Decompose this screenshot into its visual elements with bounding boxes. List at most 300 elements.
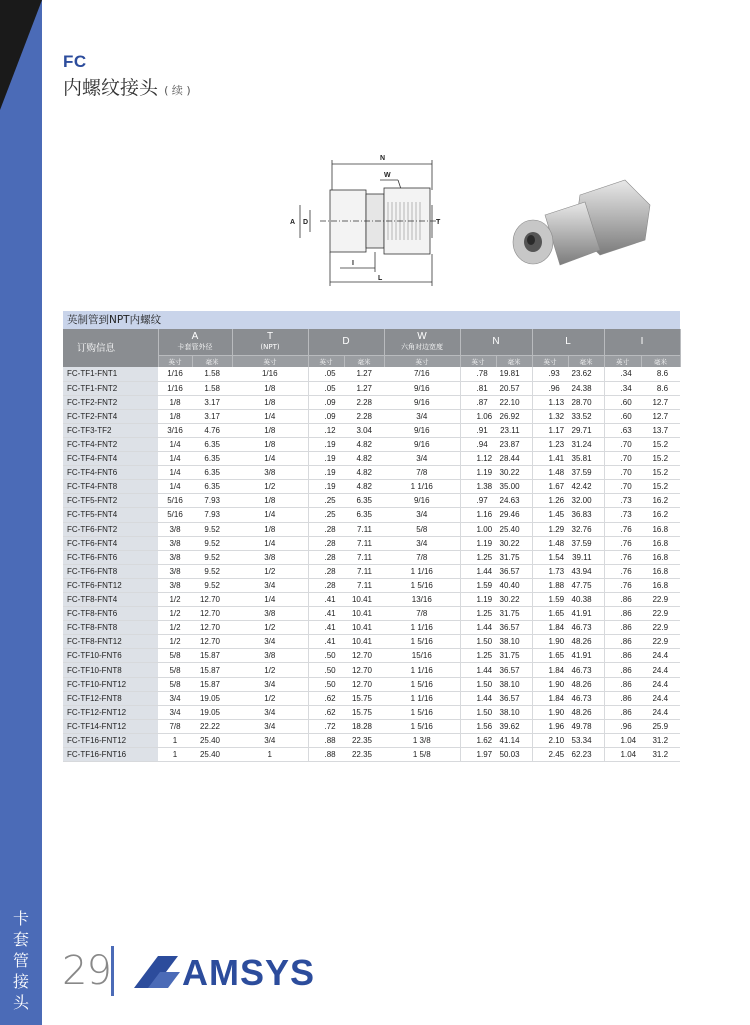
- table-cell: .41: [308, 621, 344, 635]
- table-cell: .34: [604, 381, 641, 395]
- table-cell: 31.24: [568, 437, 604, 451]
- table-cell: 31.2: [641, 748, 680, 762]
- col-order: 订购信息: [63, 329, 158, 367]
- table-cell: .76: [604, 578, 641, 592]
- side-band: [0, 0, 42, 1025]
- table-cell: 3.17: [192, 395, 232, 409]
- unit-mm: 毫米: [496, 355, 532, 367]
- unit-mm: 毫米: [344, 355, 384, 367]
- table-cell: 1/16: [158, 367, 192, 381]
- table-cell: .09: [308, 395, 344, 409]
- table-cell: 1.58: [192, 381, 232, 395]
- table-cell: .81: [460, 381, 496, 395]
- table-cell: 1: [158, 733, 192, 747]
- table-cell: 5/8: [158, 663, 192, 677]
- table-cell: 7/16: [384, 367, 460, 381]
- part-number-cell: FC-TF2-FNT4: [63, 409, 158, 423]
- table-cell: 40.40: [496, 578, 532, 592]
- table-cell: 1.67: [532, 480, 568, 494]
- table-cell: 38.10: [496, 635, 532, 649]
- table-cell: 15.87: [192, 649, 232, 663]
- table-row: [63, 480, 680, 494]
- dimension-drawing: [280, 150, 450, 290]
- table-cell: 36.57: [496, 663, 532, 677]
- table-cell: 3/4: [158, 705, 192, 719]
- table-cell: .50: [308, 677, 344, 691]
- table-cell: 38.10: [496, 677, 532, 691]
- table-cell: .78: [460, 367, 496, 381]
- table-cell: .87: [460, 395, 496, 409]
- table-cell: .25: [308, 494, 344, 508]
- table-cell: 1.59: [460, 578, 496, 592]
- table-cell: .91: [460, 423, 496, 437]
- table-cell: .41: [308, 607, 344, 621]
- part-number-cell: FC-TF16-FNT16: [63, 748, 158, 762]
- unit-in: 英寸: [308, 355, 344, 367]
- table-row: [63, 593, 680, 607]
- table-row: [63, 508, 680, 522]
- col-w-sub: 六角对边宽度: [401, 342, 444, 351]
- table-cell: 1.84: [532, 621, 568, 635]
- table-cell: 1/8: [158, 395, 192, 409]
- table-row: [63, 395, 680, 409]
- table-cell: .19: [308, 452, 344, 466]
- table-row: [63, 409, 680, 423]
- table-cell: .41: [308, 635, 344, 649]
- table-row: [63, 437, 680, 451]
- label-w: W: [384, 172, 391, 179]
- table-cell: .76: [604, 522, 641, 536]
- table-cell: 8.6: [641, 381, 680, 395]
- table-cell: .19: [308, 480, 344, 494]
- table-cell: 3/4: [384, 452, 460, 466]
- part-number-cell: FC-TF4-FNT6: [63, 466, 158, 480]
- table-cell: 1.25: [460, 649, 496, 663]
- table-cell: 3/8: [158, 522, 192, 536]
- table-cell: .62: [308, 691, 344, 705]
- table-cell: 1.88: [532, 578, 568, 592]
- table-cell: .96: [532, 381, 568, 395]
- table-cell: 9/16: [384, 437, 460, 451]
- table-cell: 1/2: [232, 691, 308, 705]
- table-cell: 16.8: [641, 536, 680, 550]
- table-cell: 1/8: [232, 423, 308, 437]
- unit-in: 英寸: [384, 355, 460, 367]
- table-cell: 1/2: [158, 593, 192, 607]
- table-cell: .86: [604, 705, 641, 719]
- side-category-label: [0, 908, 42, 1013]
- table-cell: 10.41: [344, 621, 384, 635]
- label-a: A: [290, 219, 296, 226]
- part-number-cell: FC-TF6-FNT2: [63, 522, 158, 536]
- table-cell: 48.26: [568, 677, 604, 691]
- table-cell: .50: [308, 649, 344, 663]
- table-cell: 22.9: [641, 621, 680, 635]
- title-text: 内螺纹接头: [63, 77, 159, 99]
- part-number-cell: FC-TF14-FNT12: [63, 719, 158, 733]
- table-cell: .28: [308, 536, 344, 550]
- table-cell: 24.4: [641, 649, 680, 663]
- label-n: N: [380, 155, 386, 162]
- label-i: I: [352, 260, 354, 267]
- side-char: 卡: [12, 909, 29, 928]
- table-cell: 1.04: [604, 748, 641, 762]
- col-w: [384, 329, 460, 355]
- label-d: D: [303, 219, 309, 226]
- table-cell: .05: [308, 381, 344, 395]
- col-i: I: [604, 329, 680, 355]
- table-cell: 22.35: [344, 748, 384, 762]
- table-cell: 1.19: [460, 593, 496, 607]
- table-cell: 1.65: [532, 607, 568, 621]
- col-t-sub: (NPT): [260, 342, 280, 351]
- table-cell: 1.59: [532, 593, 568, 607]
- table-cell: 29.71: [568, 423, 604, 437]
- table-cell: 19.05: [192, 691, 232, 705]
- table-cell: 1.44: [460, 691, 496, 705]
- table-cell: 6.35: [344, 508, 384, 522]
- table-cell: 47.75: [568, 578, 604, 592]
- table-cell: 1/16: [232, 367, 308, 381]
- table-cell: 24.4: [641, 663, 680, 677]
- unit-mm: 毫米: [568, 355, 604, 367]
- part-number-cell: FC-TF6-FNT12: [63, 578, 158, 592]
- part-number-cell: FC-TF5-FNT4: [63, 508, 158, 522]
- side-char: 套: [12, 930, 29, 949]
- table-cell: 3/4: [158, 691, 192, 705]
- col-a: [158, 329, 232, 355]
- table-cell: 1/16: [158, 381, 192, 395]
- table-cell: 1 5/16: [384, 677, 460, 691]
- table-cell: 1.62: [460, 733, 496, 747]
- table-cell: 1.90: [532, 705, 568, 719]
- unit-in: 英寸: [604, 355, 641, 367]
- table-cell: 1/4: [158, 437, 192, 451]
- col-a-sub: 卡套管外径: [177, 342, 213, 351]
- table-body: [63, 367, 680, 762]
- table-cell: 1.19: [460, 536, 496, 550]
- table-cell: .76: [604, 536, 641, 550]
- table-cell: 40.38: [568, 593, 604, 607]
- table-cell: 6.35: [344, 494, 384, 508]
- table-cell: 41.91: [568, 649, 604, 663]
- table-cell: 49.78: [568, 719, 604, 733]
- table-cell: 3/4: [384, 508, 460, 522]
- table-cell: 24.4: [641, 677, 680, 691]
- table-cell: 36.83: [568, 508, 604, 522]
- table-cell: .70: [604, 466, 641, 480]
- title-suffix: ( 续 ): [164, 84, 191, 97]
- table-cell: 1.84: [532, 691, 568, 705]
- table-cell: 43.94: [568, 564, 604, 578]
- table-cell: .19: [308, 437, 344, 451]
- table-cell: 1.26: [532, 494, 568, 508]
- table-cell: 1/4: [232, 593, 308, 607]
- table-cell: .70: [604, 452, 641, 466]
- spec-table: [63, 329, 681, 762]
- table-cell: .63: [604, 423, 641, 437]
- table-cell: 15.75: [344, 691, 384, 705]
- table-cell: .09: [308, 409, 344, 423]
- table-cell: 42.42: [568, 480, 604, 494]
- table-cell: .25: [308, 508, 344, 522]
- col-w-label: W: [417, 330, 427, 342]
- table-cell: 1.48: [532, 466, 568, 480]
- table-row: [63, 663, 680, 677]
- table-cell: 2.10: [532, 733, 568, 747]
- table-cell: 3/4: [232, 635, 308, 649]
- table-cell: 1/2: [158, 607, 192, 621]
- table-cell: 1.29: [532, 522, 568, 536]
- table-cell: 24.63: [496, 494, 532, 508]
- table-cell: .28: [308, 578, 344, 592]
- table-cell: 9.52: [192, 578, 232, 592]
- table-cell: 9.52: [192, 550, 232, 564]
- table-cell: 36.57: [496, 564, 532, 578]
- table-cell: 1.17: [532, 423, 568, 437]
- table-cell: 1 5/16: [384, 705, 460, 719]
- corner-accent: [0, 0, 42, 110]
- table-cell: 10.41: [344, 607, 384, 621]
- table-cell: 12.7: [641, 409, 680, 423]
- table-cell: 1.25: [460, 550, 496, 564]
- col-l: L: [532, 329, 604, 355]
- part-number-cell: FC-TF8-FNT8: [63, 621, 158, 635]
- table-cell: 12.70: [192, 593, 232, 607]
- table-cell: 32.00: [568, 494, 604, 508]
- table-cell: 19.05: [192, 705, 232, 719]
- table-cell: 12.70: [344, 663, 384, 677]
- table-row: [63, 578, 680, 592]
- table-cell: 16.8: [641, 578, 680, 592]
- table-cell: 1 3/8: [384, 733, 460, 747]
- table-cell: 46.73: [568, 663, 604, 677]
- table-cell: 1/8: [232, 494, 308, 508]
- table-cell: .70: [604, 437, 641, 451]
- table-cell: 1/2: [232, 663, 308, 677]
- table-cell: 4.82: [344, 480, 384, 494]
- table-cell: 12.70: [344, 649, 384, 663]
- table-cell: 18.28: [344, 719, 384, 733]
- table-cell: .86: [604, 691, 641, 705]
- table-cell: 1/8: [232, 522, 308, 536]
- side-char: 头: [12, 993, 29, 1012]
- table-cell: 15.2: [641, 437, 680, 451]
- table-cell: 1.96: [532, 719, 568, 733]
- table-cell: 6.35: [192, 480, 232, 494]
- table-cell: 28.44: [496, 452, 532, 466]
- table-cell: 4.82: [344, 437, 384, 451]
- table-cell: 1.48: [532, 536, 568, 550]
- table-cell: 13.7: [641, 423, 680, 437]
- table-cell: 37.59: [568, 536, 604, 550]
- table-cell: 7.11: [344, 536, 384, 550]
- table-cell: 15/16: [384, 649, 460, 663]
- table-cell: 7.93: [192, 508, 232, 522]
- table-cell: 7/8: [384, 607, 460, 621]
- table-cell: .62: [308, 705, 344, 719]
- table-cell: .73: [604, 508, 641, 522]
- table-cell: 24.4: [641, 691, 680, 705]
- table-cell: .86: [604, 649, 641, 663]
- table-cell: 1.12: [460, 452, 496, 466]
- table-cell: 1.27: [344, 381, 384, 395]
- table-cell: 2.45: [532, 748, 568, 762]
- table-cell: 1 5/8: [384, 748, 460, 762]
- table-cell: 1.00: [460, 522, 496, 536]
- table-cell: 3/4: [232, 733, 308, 747]
- table-cell: 28.70: [568, 395, 604, 409]
- table-cell: 9.52: [192, 564, 232, 578]
- part-number-cell: FC-TF4-FNT4: [63, 452, 158, 466]
- table-cell: 1/8: [232, 437, 308, 451]
- table-cell: 31.75: [496, 649, 532, 663]
- col-d: D: [308, 329, 384, 355]
- table-cell: 1.13: [532, 395, 568, 409]
- side-char: 接: [12, 972, 29, 991]
- table-cell: 7.11: [344, 550, 384, 564]
- table-cell: 32.76: [568, 522, 604, 536]
- unit-in: 英寸: [158, 355, 192, 367]
- table-cell: 7.11: [344, 564, 384, 578]
- table-cell: .41: [308, 593, 344, 607]
- table-cell: 9/16: [384, 381, 460, 395]
- table-cell: .93: [532, 367, 568, 381]
- table-cell: 33.52: [568, 409, 604, 423]
- table-cell: .72: [308, 719, 344, 733]
- table-cell: 3/4: [232, 705, 308, 719]
- table-cell: 12.70: [192, 635, 232, 649]
- table-cell: 41.14: [496, 733, 532, 747]
- table-cell: 31.75: [496, 607, 532, 621]
- table-cell: 7/8: [158, 719, 192, 733]
- table-cell: 12.70: [192, 607, 232, 621]
- part-number-cell: FC-TF1-FNT1: [63, 367, 158, 381]
- table-cell: .86: [604, 607, 641, 621]
- table-cell: 4.82: [344, 452, 384, 466]
- table-cell: 29.46: [496, 508, 532, 522]
- table-cell: 3/8: [232, 649, 308, 663]
- col-t-label: T: [266, 330, 274, 342]
- table-cell: 12.70: [344, 677, 384, 691]
- table-cell: 46.73: [568, 691, 604, 705]
- table-cell: 22.9: [641, 593, 680, 607]
- table-cell: 9/16: [384, 423, 460, 437]
- table-cell: 41.91: [568, 607, 604, 621]
- table-row: [63, 607, 680, 621]
- table-cell: .73: [604, 494, 641, 508]
- table-cell: 9.52: [192, 522, 232, 536]
- table-cell: 1.90: [532, 635, 568, 649]
- table-cell: 25.40: [192, 733, 232, 747]
- table-cell: 3/8: [232, 466, 308, 480]
- table-cell: 1/8: [232, 395, 308, 409]
- table-cell: 6.35: [192, 466, 232, 480]
- table-cell: 23.62: [568, 367, 604, 381]
- table-cell: 1.06: [460, 409, 496, 423]
- table-cell: 1.44: [460, 621, 496, 635]
- table-cell: 1.50: [460, 635, 496, 649]
- side-char: 管: [12, 951, 29, 970]
- table-cell: 1/4: [232, 452, 308, 466]
- table-cell: 9.52: [192, 536, 232, 550]
- table-cell: 1.45: [532, 508, 568, 522]
- table-cell: 16.8: [641, 564, 680, 578]
- unit-in: 英寸: [460, 355, 496, 367]
- table-cell: 3/8: [232, 607, 308, 621]
- label-l: L: [378, 275, 383, 282]
- table-cell: 13/16: [384, 593, 460, 607]
- table-cell: 2.28: [344, 409, 384, 423]
- table-cell: 1.44: [460, 663, 496, 677]
- part-number-cell: FC-TF16-FNT12: [63, 733, 158, 747]
- table-cell: 1.16: [460, 508, 496, 522]
- table-row: [63, 649, 680, 663]
- table-cell: .86: [604, 635, 641, 649]
- col-a-label: A: [191, 330, 199, 342]
- table-cell: 48.26: [568, 705, 604, 719]
- table-cell: 15.2: [641, 452, 680, 466]
- table-row: [63, 452, 680, 466]
- table-cell: 25.40: [496, 522, 532, 536]
- table-cell: 3/16: [158, 423, 192, 437]
- dimension-table: [63, 311, 680, 762]
- table-cell: 1.56: [460, 719, 496, 733]
- table-cell: .60: [604, 409, 641, 423]
- table-cell: .88: [308, 748, 344, 762]
- page-number: 29: [62, 948, 111, 994]
- table-cell: 1/2: [232, 480, 308, 494]
- table-cell: 24.38: [568, 381, 604, 395]
- table-cell: 35.00: [496, 480, 532, 494]
- table-cell: .76: [604, 550, 641, 564]
- table-cell: 1/2: [232, 621, 308, 635]
- table-cell: .96: [604, 719, 641, 733]
- part-number-cell: FC-TF6-FNT6: [63, 550, 158, 564]
- page-title: [63, 73, 191, 100]
- col-t: [232, 329, 308, 355]
- table-cell: 1.50: [460, 677, 496, 691]
- table-cell: 48.26: [568, 635, 604, 649]
- table-cell: 3/4: [232, 719, 308, 733]
- table-cell: 3/4: [384, 536, 460, 550]
- label-t: T: [436, 219, 441, 226]
- table-cell: 22.22: [192, 719, 232, 733]
- table-row: [63, 733, 680, 747]
- table-cell: 1 1/16: [384, 480, 460, 494]
- table-cell: 1/8: [232, 381, 308, 395]
- table-cell: 16.2: [641, 494, 680, 508]
- table-cell: 31.2: [641, 733, 680, 747]
- table-cell: 1: [232, 748, 308, 762]
- table-cell: 1 5/16: [384, 578, 460, 592]
- table-cell: 15.87: [192, 677, 232, 691]
- table-cell: 22.10: [496, 395, 532, 409]
- table-cell: 1/2: [158, 621, 192, 635]
- table-cell: 1/8: [158, 409, 192, 423]
- table-cell: 4.82: [344, 466, 384, 480]
- table-cell: .86: [604, 621, 641, 635]
- table-row: [63, 522, 680, 536]
- footer-divider: [111, 946, 114, 996]
- table-cell: 1 1/16: [384, 564, 460, 578]
- table-cell: 16.2: [641, 508, 680, 522]
- col-n: N: [460, 329, 532, 355]
- table-cell: 6.35: [192, 452, 232, 466]
- table-cell: 1: [158, 748, 192, 762]
- part-number-cell: FC-TF4-FNT2: [63, 437, 158, 451]
- table-cell: 9/16: [384, 395, 460, 409]
